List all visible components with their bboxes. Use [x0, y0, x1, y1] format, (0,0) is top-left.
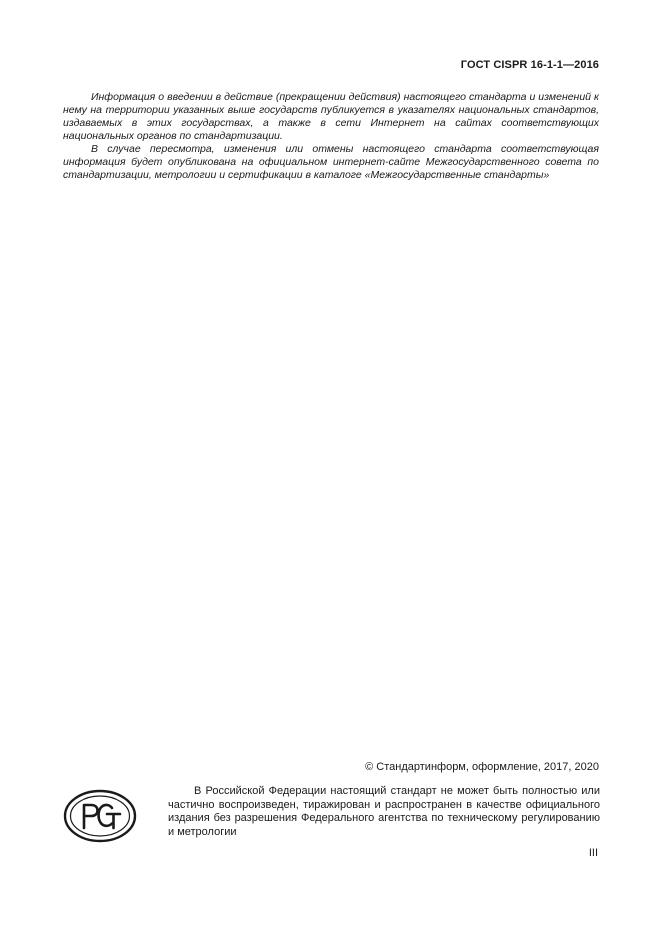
notice-block: [63, 91, 599, 182]
page-header-standard-code: ГОСТ CISPR 16-1-1—2016: [460, 59, 599, 71]
legal-notice: [168, 785, 600, 839]
rst-certification-mark-icon: [62, 788, 138, 844]
notice-paragraph-2: В случае пересмотра, изменения или отмены настоящего стандарта соответствующая информация будет опубликована на официальном интернет-сайте Межгосударственного совета по стандартизации, метрологии и сертификации в каталоге «Межгосударственные стандарты»: [63, 143, 599, 181]
copyright-line: © Стандартинформ, оформление, 2017, 2020: [365, 761, 599, 773]
legal-notice-text: В Российской Федерации настоящий стандарт не может быть полностью или частично воспроизведен, тиражирован и распространен в качестве официального издания без разрешения Федерального агентства по техническому регулированию и метрологии: [168, 785, 600, 838]
page-number: III: [588, 847, 598, 859]
notice-paragraph-1: Информация о введении в действие (прекращении действия) настоящего стандарта и изменений к нему на территории указанных выше государств публикуется в указателях национальных стандартов, издаваемых в этих государствах, а также в сети Интернет на сайтах соответствующих национальных органов по стандартизации.: [63, 91, 599, 142]
